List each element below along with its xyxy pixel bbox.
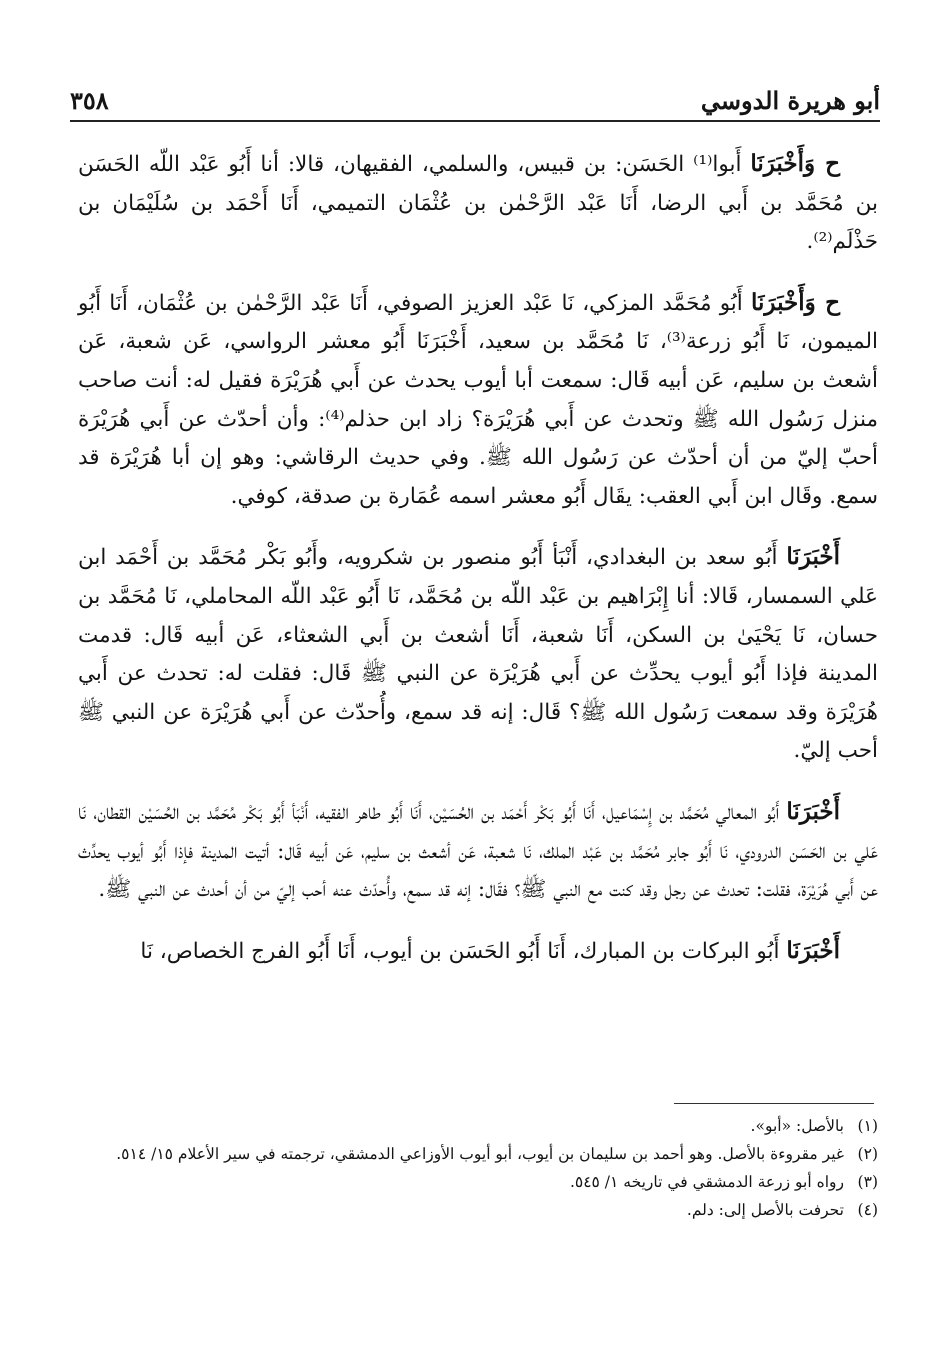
- page-header: [70, 82, 880, 122]
- paragraph-text: أَبُو مُحَمَّد المزكي، نَا عَبْد العزيز الصوفي، أَنَا عَبْد الرَّحْمٰن بن عُثْمَان، أَنَا أَبُو الميمون، نَا أَبُو زرعة⁽³⁾، نَا مُحَمَّد بن سعيد، أَخْبَرَنَا أَبُو معشر الرواسي، عَن شعبة، عَن أشعث بن سليم، عَن أبيه قَال: سمعت أبا أيوب يحدث عن أَبي هُرَيْرَة فقيل له: أنت صاحب منزل رَسُول الله ﷺ وتحدث عن أَبي هُرَيْرَة؟ زاد ابن حذلم⁽⁴⁾: وأن أحدّث عن أَبي هُرَيْرَة أحبّ إليّ من أن أحدّث عن رَسُول الله ﷺ. وفي حديث الرقاشي: وهو إن أبا هُرَيْرَة قد سمع. وقَال ابن أَبي العقب: يقَال أَبُو معشر اسمه عُمَارة بن صدقة، كوفي.: [78, 290, 878, 509]
- footnote-text: تحرفت بالأصل إلى: دلم.: [686, 1201, 844, 1219]
- footnote-2: [80, 1140, 878, 1168]
- page-number: ٣٥٨: [70, 86, 109, 115]
- paragraph-1: [78, 145, 878, 262]
- footnote-separator: [674, 1103, 874, 1104]
- paragraph-text: أَبُو سعد بن البغدادي، أَنْبَأ أَبُو منصور بن شكرويه، وأَبُو بَكْر مُحَمَّد بن أَحْمَد ابن عَلي السمسار، قَالا: أنا إِبْرَاهيم بن عَبْد اللّه بن مُحَمَّد، نَا أَبُو عَبْد اللّه المحاملي، نَا مُحَمَّد بن حسان، نَا يَحْيَىٰ بن السكن، أَنَا شعبة، أَنَا أشعث بن أَبي الشعثاء، عَن أبيه قَال: قدمت المدينة فإذا أَبُو أيوب يحدِّث عن أَبي هُرَيْرَة عن النبي ﷺ قَال: فقلت له: تحدث عن أَبي هُرَيْرَة وقد سمعت رَسُول الله ﷺ؟ قَال: إنه قد سمع، وأُحدّث عن أَبي هُرَيْرَة عن النبي ﷺ أحب إليّ.: [78, 545, 878, 764]
- narration-lead: ح وَأَخْبَرَنَا: [751, 288, 841, 316]
- narration-lead: أَخْبَرَنَا: [786, 543, 840, 571]
- footnote-1: [80, 1112, 878, 1140]
- paragraph-3: [78, 538, 878, 771]
- footnote-text: غير مقروءة بالأصل. وهو أحمد بن سليمان بن أيوب، أبو أيوب الأوزاعي الدمشقي، ترجمته في سير الأعلام ١٥/ ٥١٤.: [116, 1145, 844, 1163]
- footnote-number: (٢): [857, 1145, 878, 1163]
- paragraph-text: أَبُو البركات بن المبارك، أَنَا أَبُو الحَسَن بن أيوب، أَنَا أَبُو الفرج الخصاص، نَا: [140, 938, 787, 964]
- paragraph-text: أَبوا⁽¹⁾ الحَسَن: بن قبيس، والسلمي، الفقيهان، قالا: أنا أَبُو عَبْد اللّه الحَسَن بن مُحَمَّد بن أَبي الرضا، أَنَا عَبْد الرَّحْمٰن بن عُثْمَان التميمي، أَنَا أَحْمَد بن سُلَيْمَان بن حَذْلَم⁽²⁾.: [78, 152, 878, 255]
- footnote-text: بالأصل: «أبو».: [750, 1117, 844, 1135]
- paragraph-5: [78, 932, 878, 972]
- footnote-number: (١): [857, 1117, 878, 1135]
- narration-lead: أَخْبَرَنَا: [786, 936, 840, 964]
- footnote-number: (٤): [857, 1201, 878, 1219]
- running-title: أبو هريرة الدوسي: [700, 86, 880, 115]
- footnote-number: (٣): [857, 1173, 878, 1191]
- footnote-text: رواه أبو زرعة الدمشقي في تاريخه ١/ ٥٤٥.: [569, 1173, 844, 1191]
- footnote-3: [80, 1168, 878, 1196]
- paragraph-4: [78, 793, 878, 910]
- footnotes: [80, 1112, 878, 1224]
- paragraph-2: [78, 284, 878, 517]
- narration-lead: ح وَأَخْبَرَنَا: [750, 150, 841, 177]
- header-rule: [70, 120, 880, 122]
- main-text: [78, 145, 878, 993]
- footnote-4: [80, 1196, 878, 1224]
- narration-lead: أَخْبَرَنَا: [786, 797, 840, 825]
- paragraph-text: أَبُو المعالي مُحَمَّد بن إِسْمَاعيل، أَنَا أَبُو بَكْر أَحْمَد بن الحُسَيْن، أَنَا أَبُو طاهر الفقيه، أَنْبَأ أَبُو بَكْر مُحَمَّد بن الحُسَيْن القطان، نَا عَلي بن الحَسَن الدرودي، نَا أَبُو جابر مُحَمَّد بن عَبْد الملك، نَا شعبة، عَن أشعث بن سليم، عَن أبيه قَال: أتيت المدينة فإذا أَبُو أيوب يحدِّث عن أَبي هُرَيْرَة، فقلت: تحدث عن رجل وقد كنت مع النبي ﷺ؟ فقَال: إنه قد سمع، وأُحدّث عنه أحب إليّ من أن أحدث عن النبي ﷺ.: [78, 799, 878, 903]
